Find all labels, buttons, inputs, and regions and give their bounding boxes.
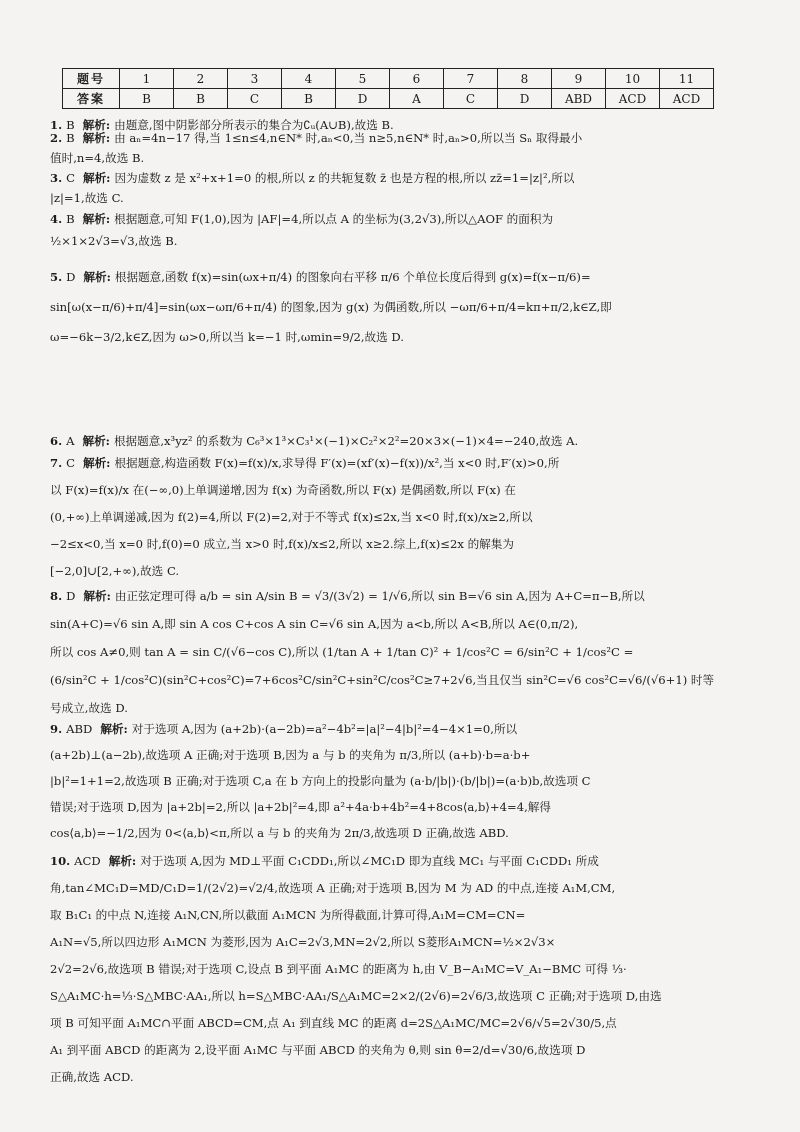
solution-text: ω=−6k−3/2,k∈Z,因为 ω>0,所以当 k=−1 时,ωmin=9/2,故选 D.: [50, 330, 404, 344]
solution-text: 项 B 可知平面 A₁MC∩平面 ABCD=CM,点 A₁ 到直线 MC 的距离 d=2S△A₁MC/MC=2√6/√5=2√30/5,点: [50, 1016, 617, 1030]
solution-line: [50, 929, 750, 956]
solution-text: |z|=1,故选 C.: [50, 191, 124, 205]
question-number: 3: [228, 69, 282, 89]
answer-cell: A: [390, 89, 444, 109]
solution-text: 值时,n=4,故选 B.: [50, 151, 145, 165]
solution-line: [50, 531, 750, 558]
solution-text: sin[ω(x−π/6)+π/4]=sin(ωx−ωπ/6+π/4) 的图象,因为 g(x) 为偶函数,所以 −ωπ/6+π/4=kπ+π/2,k∈Z,即: [50, 300, 612, 314]
solution-answer: C: [66, 171, 75, 185]
solution-line: [50, 768, 750, 794]
solution-line: [50, 1064, 750, 1091]
solution-text: 正确,故选 ACD.: [50, 1070, 134, 1084]
solution-text: (a+2b)⊥(a−2b),故选项 A 正确;对于选项 B,因为 a 与 b 的夹角为 π/3,所以 (a+b)·b=a·b+: [50, 748, 531, 762]
solution-line: [50, 820, 750, 846]
solution-line: [50, 477, 750, 504]
solution-number: 5.: [50, 270, 63, 284]
solution-answer: D: [66, 589, 76, 603]
solution-answer: ACD: [74, 854, 101, 868]
solution-line: [50, 875, 750, 902]
answer-table-answer-row: [63, 89, 714, 109]
answer-cell: D: [336, 89, 390, 109]
question-number: 2: [174, 69, 228, 89]
solution-3: [50, 168, 750, 208]
solution-text: 根据题意,构造函数 F(x)=f(x)/x,求导得 F′(x)=(xf′(x)−f(x))/x²,当 x<0 时,F′(x)>0,所: [114, 456, 560, 470]
answer-cell: C: [228, 89, 282, 109]
solution-line: [50, 322, 750, 352]
solution-text: |b|²=1+1=2,故选项 B 正确;对于选项 C,a 在 b 方向上的投影向量为 (a·b/|b|)·(b/|b|)=(a·b)b,故选项 C: [50, 774, 591, 788]
answer-cell: B: [120, 89, 174, 109]
solution-text: A₁ 到平面 ABCD 的距离为 2,设平面 A₁MC 与平面 ABCD 的夹角为 θ,则 sin θ=2/d=√30/6,故选项 D: [50, 1043, 586, 1057]
analysis-label: 解析:: [83, 589, 111, 603]
solution-text: 所以 cos A≠0,则 tan A = sin C/(√6−cos C),所以 (1/tan A + 1/tan C)² + 1/cos²C = 6/sin²C + 1/cos²C =: [50, 645, 634, 659]
solution-line: [50, 1010, 750, 1037]
solution-7: [50, 450, 750, 585]
answer-table: [62, 68, 714, 109]
question-number: 1: [120, 69, 174, 89]
solution-text: A₁N=√5,所以四边形 A₁MCN 为菱形,因为 A₁C=2√3,MN=2√2,所以 S菱形A₁MCN=½×2√3×: [50, 935, 556, 949]
question-number: 6: [390, 69, 444, 89]
solution-text: 根据题意,可知 F(1,0),因为 |AF|=4,所以点 A 的坐标为(3,2√3),所以△AOF 的面积为: [114, 212, 554, 226]
solution-line: [50, 666, 750, 694]
solution-line: [50, 582, 750, 610]
analysis-label: 解析:: [82, 434, 110, 448]
solution-number: 2.: [50, 131, 63, 145]
question-number: 11: [660, 69, 714, 89]
solution-text: 由 aₙ=4n−17 得,当 1≤n≤4,n∈N* 时,aₙ<0,当 n≥5,n∈N* 时,aₙ>0,所以当 Sₙ 取得最小: [114, 131, 583, 145]
analysis-label: 解析:: [82, 456, 111, 470]
analysis-label: 解析:: [82, 171, 111, 185]
solution-text: 根据题意,x³yz² 的系数为 C₆³×1³×C₃¹×(−1)×C₂²×2²=20×3×(−1)×4=−240,故选 A.: [113, 434, 579, 448]
solution-line: [50, 148, 750, 168]
solution-text: cos⟨a,b⟩=−1/2,因为 0<⟨a,b⟩<π,所以 a 与 b 的夹角为 2π/3,故选项 D 正确,故选 ABD.: [50, 826, 509, 840]
solution-text: 以 F(x)=f(x)/x 在(−∞,0)上单调递增,因为 f(x) 为奇函数,所以 F(x) 是偶函数,所以 F(x) 在: [50, 483, 516, 497]
solution-line: [50, 558, 750, 585]
answer-cell: D: [498, 89, 552, 109]
solution-text: S△A₁MC·h=⅓·S△MBC·AA₁,所以 h=S△MBC·AA₁/S△A₁MC=2×2/(2√6)=2√6/3,故选项 C 正确;对于选项 D,由选: [50, 989, 662, 1003]
solution-8: [50, 582, 750, 722]
answer-cell: ACD: [660, 89, 714, 109]
analysis-label: 解析:: [82, 212, 111, 226]
solution-answer: C: [66, 456, 75, 470]
solution-text: 由题意,图中阴影部分所表示的集合为∁ᵤ(A∪B),故选 B.: [114, 118, 394, 132]
solution-text: −2≤x<0,当 x=0 时,f(0)=0 成立,当 x>0 时,f(x)/x≤2,所以 x≥2.综上,f(x)≤2x 的解集为: [50, 537, 514, 551]
solution-10: [50, 848, 750, 1091]
analysis-label: 解析:: [82, 118, 111, 132]
solution-number: 3.: [50, 171, 63, 185]
solution-text: 2√2=2√6,故选项 B 错误;对于选项 C,设点 B 到平面 A₁MC 的距离为 h,由 V_B−A₁MC=V_A₁−BMC 可得 ⅓·: [50, 962, 627, 976]
solution-2: [50, 128, 750, 168]
question-number: 7: [444, 69, 498, 89]
question-number: 4: [282, 69, 336, 89]
solution-text: 对于选项 A,因为 (a+2b)·(a−2b)=a²−4b²=|a|²−4|b|²=4−4×1=0,所以: [131, 722, 518, 736]
solution-line: [50, 742, 750, 768]
solution-number: 4.: [50, 212, 63, 226]
solution-9: [50, 716, 750, 846]
solution-4: [50, 208, 750, 252]
question-number: 9: [552, 69, 606, 89]
solution-line: [50, 1037, 750, 1064]
analysis-label: 解析:: [108, 854, 137, 868]
solution-line: [50, 188, 750, 208]
solution-text: 角,tan∠MC₁D=MD/C₁D=1/(2√2)=√2/4,故选项 A 正确;对于选项 B,因为 M 为 AD 的中点,连接 A₁M,CM,: [50, 881, 616, 895]
question-number: 5: [336, 69, 390, 89]
solution-text: 号成立,故选 D.: [50, 701, 128, 715]
solution-answer: ABD: [66, 722, 93, 736]
solution-number: 10.: [50, 854, 71, 868]
question-number: 10: [606, 69, 660, 89]
solution-line: [50, 848, 750, 875]
answer-header: 答案: [63, 89, 120, 109]
question-number: 8: [498, 69, 552, 89]
solution-text: (6/sin²C + 1/cos²C)(sin²C+cos²C)=7+6cos²C/sin²C+sin²C/cos²C≥7+2√6,当且仅当 sin²C=√6 cos²C=√6/(√6+1) 时等: [50, 673, 715, 687]
solution-number: 9.: [50, 722, 63, 736]
solution-line: [50, 902, 750, 929]
solution-answer: A: [66, 434, 75, 448]
solution-text: 对于选项 A,因为 MD⊥平面 C₁CDD₁,所以∠MC₁D 即为直线 MC₁ 与平面 C₁CDD₁ 所成: [140, 854, 599, 868]
solution-answer: B: [66, 212, 75, 226]
solution-line: [50, 208, 750, 230]
solution-line: [50, 956, 750, 983]
solution-text: 取 B₁C₁ 的中点 N,连接 A₁N,CN,所以截面 A₁MCN 为所得截面,计算可得,A₁M=CM=CN=: [50, 908, 526, 922]
solution-line: [50, 262, 750, 292]
solution-line: [50, 230, 750, 252]
solution-line: [50, 168, 750, 188]
solution-line: [50, 610, 750, 638]
solution-line: [50, 716, 750, 742]
solution-line: [50, 450, 750, 477]
analysis-label: 解析:: [100, 722, 128, 736]
solution-line: [50, 638, 750, 666]
analysis-label: 解析:: [83, 270, 111, 284]
solution-text: sin(A+C)=√6 sin A,即 sin A cos C+cos A sin C=√6 sin A,因为 a<b,所以 A<B,所以 A∈(0,π/2),: [50, 617, 579, 631]
analysis-label: 解析:: [82, 131, 111, 145]
solution-number: 6.: [50, 434, 63, 448]
solution-answer: D: [66, 270, 76, 284]
solution-text: 因为虚数 z 是 x²+x+1=0 的根,所以 z 的共轭复数 z̄ 也是方程的根,所以 zz̄=1=|z|²,所以: [114, 171, 575, 185]
solution-text: 根据题意,函数 f(x)=sin(ωx+π/4) 的图象向右平移 π/6 个单位长度后得到 g(x)=f(x−π/6)=: [114, 270, 591, 284]
solution-5: [50, 262, 750, 352]
solution-answer: B: [66, 131, 75, 145]
solution-text: 由正弦定理可得 a/b = sin A/sin B = √3/(3√2) = 1/√6,所以 sin B=√6 sin A,因为 A+C=π−B,所以: [114, 589, 645, 603]
answer-cell: ABD: [552, 89, 606, 109]
solution-line: [50, 292, 750, 322]
solution-line: [50, 983, 750, 1010]
solution-text: ½×1×2√3=√3,故选 B.: [50, 234, 178, 248]
answer-cell: B: [282, 89, 336, 109]
solution-line: [50, 128, 750, 148]
solution-line: [50, 794, 750, 820]
answer-cell: B: [174, 89, 228, 109]
answer-table-number-row: [63, 69, 714, 89]
question-number-header: 题号: [63, 69, 120, 89]
answer-cell: C: [444, 89, 498, 109]
solution-number: 8.: [50, 589, 63, 603]
solution-number: 1.: [50, 118, 63, 132]
solution-answer: B: [66, 118, 75, 132]
solution-line: [50, 504, 750, 531]
answer-cell: ACD: [606, 89, 660, 109]
solution-text: [−2,0]∪[2,+∞),故选 C.: [50, 564, 180, 578]
solution-text: 错误;对于选项 D,因为 |a+2b|=2,所以 |a+2b|²=4,即 a²+4a·b+4b²=4+8cos⟨a,b⟩+4=4,解得: [50, 800, 551, 814]
solution-number: 7.: [50, 456, 63, 470]
solution-text: (0,+∞)上单调递减,因为 f(2)=4,所以 F(2)=2,对于不等式 f(x)≤2x,当 x<0 时,f(x)/x≥2,所以: [50, 510, 533, 524]
